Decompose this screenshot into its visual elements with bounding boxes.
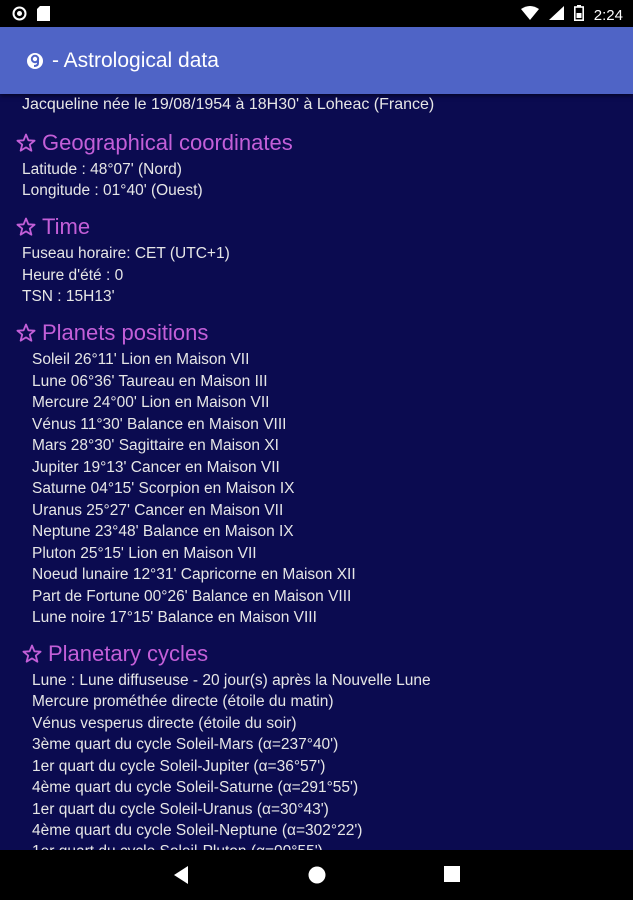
time-line: Fuseau horaire: CET (UTC+1) xyxy=(22,245,230,262)
section-title-geo xyxy=(16,130,293,156)
wifi-icon xyxy=(521,6,539,24)
planet-position: Neptune 23°48' Balance en Maison IX xyxy=(32,523,294,540)
planet-position: Pluton 25°15' Lion en Maison VII xyxy=(32,545,257,562)
status-bar xyxy=(0,0,633,27)
geo-longitude: Longitude : 01°40' (Ouest) xyxy=(22,182,203,199)
clock-time: 2:24 xyxy=(593,6,623,24)
battery-icon xyxy=(574,5,584,25)
content-scroll[interactable] xyxy=(0,94,633,850)
signal-icon xyxy=(549,6,564,24)
planetary-cycle: 1er quart du cycle Soleil-Uranus (α=30°43') xyxy=(32,801,329,818)
time-line: Heure d'été : 0 xyxy=(22,267,124,284)
geo-latitude: Latitude : 48°07' (Nord) xyxy=(22,161,182,178)
section-title-label: Geographical coordinates xyxy=(42,130,293,155)
planet-position: Vénus 11°30' Balance en Maison VIII xyxy=(32,416,287,433)
planetary-cycle: 4ème quart du cycle Soleil-Saturne (α=291°55') xyxy=(32,779,359,796)
app-title: - Astrological data xyxy=(52,48,219,72)
star-icon xyxy=(22,644,42,664)
star-icon xyxy=(16,133,36,153)
back-icon[interactable] xyxy=(172,865,190,890)
planet-position: Lune noire 17°15' Balance en Maison VIII xyxy=(32,609,317,626)
section-title-label: Time xyxy=(42,214,91,239)
navigation-bar xyxy=(0,850,633,900)
planet-position: Soleil 26°11' Lion en Maison VII xyxy=(32,351,250,368)
planetary-cycle: Vénus vesperus directe (étoile du soir) xyxy=(32,715,297,732)
planetary-cycle: 3ème quart du cycle Soleil-Mars (α=237°40') xyxy=(32,736,339,753)
section-title-cycles xyxy=(22,641,208,667)
recents-icon[interactable] xyxy=(443,865,461,888)
planetary-cycle: 4ème quart du cycle Soleil-Neptune (α=302°22') xyxy=(32,822,363,839)
planet-position: Noeud lunaire 12°31' Capricorne en Maison XII xyxy=(32,566,356,583)
section-title-time xyxy=(16,214,90,240)
star-icon xyxy=(16,217,36,237)
planetary-cycle: Mercure prométhée directe (étoile du matin) xyxy=(32,693,334,710)
planet-position: Saturne 04°15' Scorpion en Maison IX xyxy=(32,480,295,497)
star-icon xyxy=(16,323,36,343)
time-line: TSN : 15H13' xyxy=(22,288,115,305)
planetary-cycle: 1er quart du cycle Soleil-Jupiter (α=36°57') xyxy=(32,758,326,775)
planet-position: Uranus 25°27' Cancer en Maison VII xyxy=(32,502,284,519)
planet-position: Mercure 24°00' Lion en Maison VII xyxy=(32,394,270,411)
planet-position: Mars 28°30' Sagittaire en Maison XI xyxy=(32,437,279,454)
planet-position: Lune 06°36' Taureau en Maison III xyxy=(32,373,268,390)
planet-position: Part de Fortune 00°26' Balance en Maison VIII xyxy=(32,588,352,605)
planet-position: Jupiter 19°13' Cancer en Maison VII xyxy=(32,459,280,476)
planetary-cycle: Lune : Lune diffuseuse - 20 jour(s) après la Nouvelle Lune xyxy=(32,672,431,689)
circle-icon xyxy=(12,6,27,25)
sd-card-icon xyxy=(37,6,50,25)
app-bar xyxy=(0,27,633,94)
app-icon xyxy=(26,52,44,70)
section-title-label: Planetary cycles xyxy=(48,641,209,666)
birth-info: Jacqueline née le 19/08/1954 à 18H30' à Loheac (France) xyxy=(22,96,435,113)
section-title-label: Planets positions xyxy=(42,320,209,345)
home-icon[interactable] xyxy=(307,865,327,890)
section-title-planets xyxy=(16,320,208,346)
